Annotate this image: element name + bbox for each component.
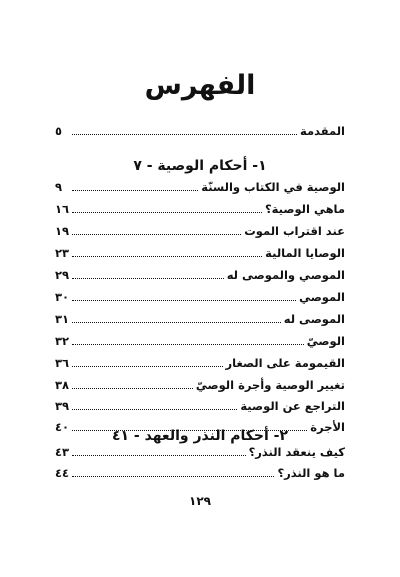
toc-entry-label: عند اقتراب الموت bbox=[244, 224, 345, 238]
dot-leader bbox=[72, 234, 241, 235]
toc-entry-label: القيمومة على الصغار bbox=[225, 356, 345, 370]
toc-entry-label: المقدمة bbox=[300, 124, 345, 138]
toc-entry-page: ٣٩ bbox=[55, 399, 70, 413]
toc-entry-page: ٣٦ bbox=[55, 356, 70, 370]
toc-entry-label: الموصى له bbox=[283, 312, 345, 326]
page-number: ١٢٩ bbox=[189, 494, 211, 508]
section-heading: ١- أحكام الوصية - ٧ bbox=[133, 158, 267, 174]
toc-entry-label: الوصية في الكتاب والسنّة bbox=[201, 180, 345, 194]
toc-entry-page: ٣٠ bbox=[55, 290, 70, 304]
toc-entry-label: ماهي الوصية؟ bbox=[265, 202, 345, 216]
toc-entry bbox=[55, 200, 345, 216]
toc-entry-page: ٩ bbox=[55, 180, 63, 194]
toc-entry bbox=[55, 464, 345, 480]
toc-entry-page: ٥ bbox=[55, 124, 63, 138]
dot-leader bbox=[72, 300, 296, 301]
dot-leader bbox=[72, 344, 304, 345]
dot-leader bbox=[72, 388, 193, 389]
dot-leader bbox=[72, 322, 281, 323]
toc-entry-page: ٤٠ bbox=[55, 420, 70, 434]
toc-entry bbox=[55, 244, 345, 260]
dot-leader bbox=[72, 455, 246, 456]
toc-entry-label: كيف ينعقد النذر؟ bbox=[248, 445, 345, 459]
dot-leader bbox=[72, 212, 262, 213]
toc-entry bbox=[55, 222, 345, 238]
dot-leader bbox=[72, 409, 237, 410]
toc-entry-page: ٤٤ bbox=[55, 466, 70, 480]
toc-entry-page: ١٩ bbox=[55, 224, 70, 238]
dot-leader bbox=[72, 278, 224, 279]
toc-entry-page: ٣٢ bbox=[55, 334, 70, 348]
toc-entry-label: الموصي bbox=[299, 290, 345, 304]
toc-entry-label: الموصي والموصى له bbox=[226, 268, 345, 282]
toc-entry-page: ١٦ bbox=[55, 202, 70, 216]
toc-entry bbox=[55, 332, 345, 348]
toc-entry bbox=[55, 397, 345, 413]
toc-entry-page: ٤٣ bbox=[55, 445, 70, 459]
toc-entry-page: ٣٨ bbox=[55, 378, 70, 392]
dot-leader bbox=[72, 256, 262, 257]
toc-entry-label: ما هو النذر؟ bbox=[277, 466, 345, 480]
toc-entry bbox=[55, 354, 345, 370]
toc-entry-label: تغيير الوصية وأجرة الوصيّ bbox=[195, 378, 345, 392]
toc-entry bbox=[55, 443, 345, 459]
toc-entry-page: ٣١ bbox=[55, 312, 70, 326]
toc-entry-intro bbox=[55, 122, 345, 138]
toc-entry-label: الوصيّ bbox=[306, 334, 345, 348]
toc-entry-page: ٢٣ bbox=[55, 246, 70, 260]
toc-entry bbox=[55, 310, 345, 326]
dot-leader bbox=[72, 476, 274, 477]
page-title: الفهرس bbox=[144, 70, 256, 101]
dot-leader bbox=[72, 190, 198, 191]
toc-entry bbox=[55, 288, 345, 304]
dot-leader bbox=[72, 366, 222, 367]
toc-entry bbox=[55, 376, 345, 392]
toc-entry-page: ٢٩ bbox=[55, 268, 70, 282]
toc-entry bbox=[55, 266, 345, 282]
section-heading: ٢- أحكام النذر والعهد - ٤١ bbox=[111, 428, 289, 444]
dot-leader bbox=[72, 134, 297, 135]
toc-entry-label: الوصايا المالية bbox=[265, 246, 345, 260]
toc-entry-label: التراجع عن الوصية bbox=[240, 399, 345, 413]
toc-entry-label: الأجرة bbox=[310, 420, 345, 434]
toc-entry bbox=[55, 178, 345, 194]
